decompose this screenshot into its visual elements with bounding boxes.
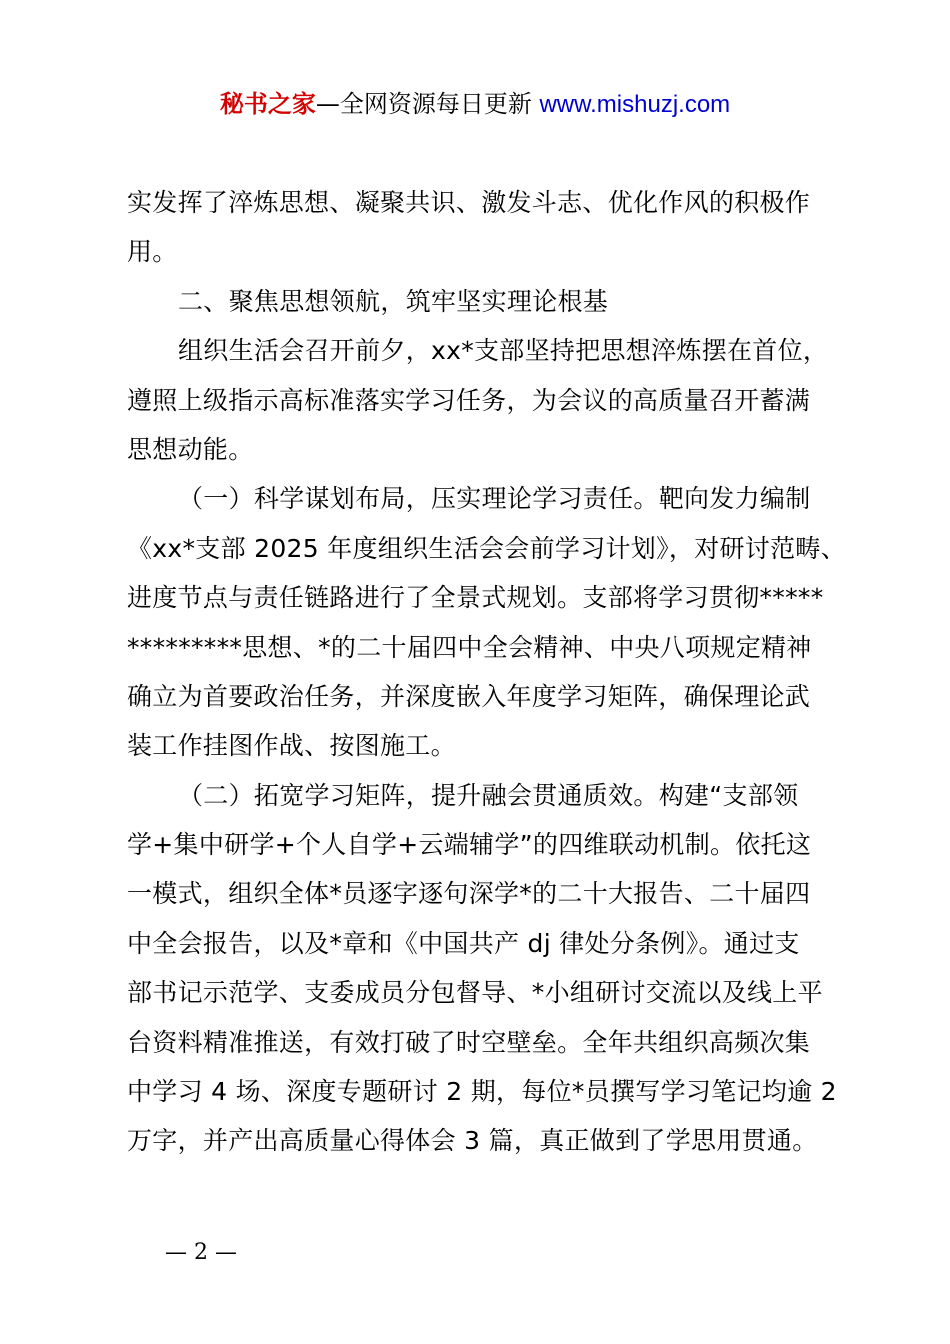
- body-line: 学+集中研学+个人自学+云端辅学”的四维联动机制。依托这: [127, 830, 812, 860]
- body-line: 思想动能。: [127, 434, 254, 464]
- header-url-link[interactable]: www.mishuzj.com: [539, 91, 731, 118]
- body-line: 台资料精准推送，有效打破了时空壁垒。全年共组织高频次集: [127, 1027, 811, 1057]
- page-header: [0, 86, 950, 123]
- body-line: 《xx*支部 2025 年度组织生活会会前学习计划》，对研讨范畴、: [127, 533, 847, 563]
- document-body: [127, 178, 847, 1166]
- body-line: 中学习 4 场、深度专题研讨 2 期，每位*员撰写学习笔记均逾 2: [127, 1077, 837, 1107]
- body-line: 进度节点与责任链路进行了全景式规划。支部将学习贯彻*****: [127, 583, 824, 613]
- body-line: 装工作挂图作战、按图施工。: [127, 731, 456, 761]
- body-line: 组织生活会召开前夕，xx*支部坚持把思想淬炼摆在首位，: [178, 336, 829, 366]
- subsection-line: （一）科学谋划布局，压实理论学习责任。靶向发力编制: [178, 484, 811, 514]
- body-line: 部书记示范学、支委成员分包督导、*小组研讨交流以及线上平: [127, 978, 823, 1008]
- brand-name: 秘书之家: [219, 90, 316, 118]
- body-line: 遵照上级指示高标准落实学习任务，为会议的高质量召开蓄满: [127, 385, 811, 415]
- section-heading: 二、聚焦思想领航，筑牢坚实理论根基: [178, 286, 609, 316]
- header-dash: —: [315, 90, 340, 118]
- body-line: 用。: [127, 237, 178, 267]
- body-line: 中全会报告，以及*章和《中国共产 dj 律处分条例》。通过支: [127, 928, 800, 958]
- body-line: *********思想、*的二十届四中全会精神、中央八项规定精神: [127, 632, 812, 662]
- header-tagline: 全网资源每日更新: [339, 90, 540, 118]
- body-line: 确立为首要政治任务，并深度嵌入年度学习矩阵，确保理论武: [127, 681, 811, 711]
- page-number: — 2 —: [165, 1240, 237, 1265]
- body-line: 实发挥了淬炼思想、凝聚共识、激发斗志、优化作风的积极作: [127, 188, 811, 217]
- body-line: 万字，并产出高质量心得体会 3 篇，真正做到了学思用贯通。: [127, 1126, 818, 1156]
- body-line: 一模式，组织全体*员逐字逐句深学*的二十大报告、二十届四: [127, 879, 811, 909]
- subsection-line: （二）拓宽学习矩阵，提升融会贯通质效。构建“支部领: [178, 780, 799, 810]
